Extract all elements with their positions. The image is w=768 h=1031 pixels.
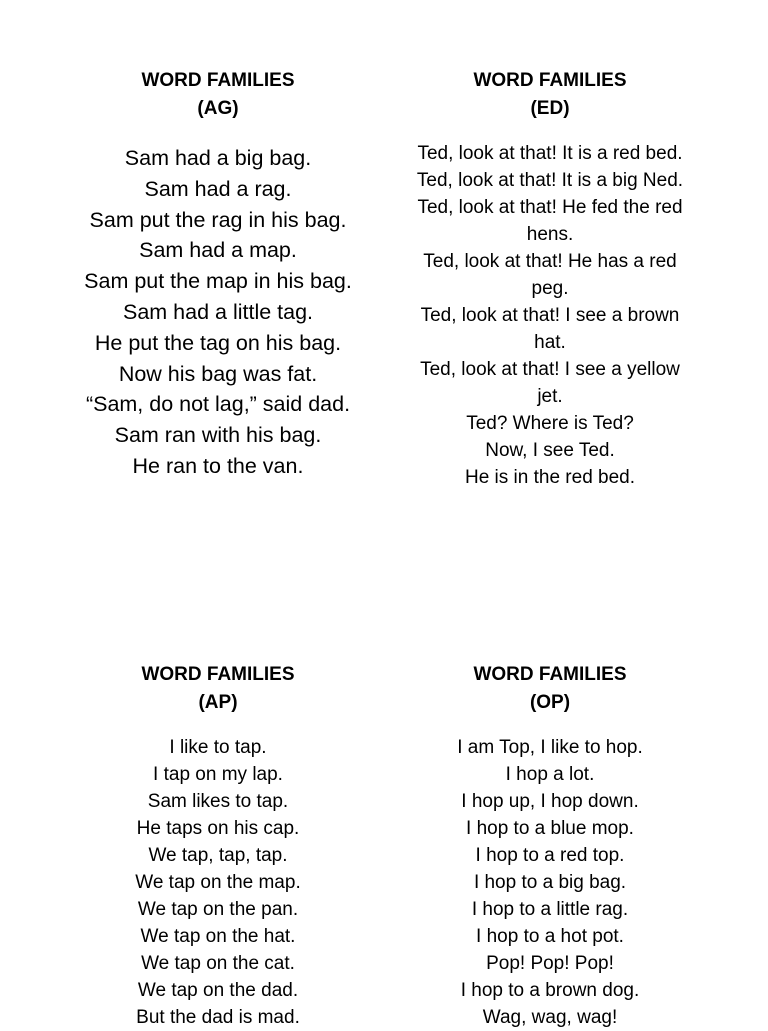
story-line: Sam had a little tag.: [122, 299, 314, 324]
story-line: I hop to a blue mop.: [466, 818, 634, 839]
card-family-label: (AP): [198, 692, 238, 713]
card-op-word-family: [395, 661, 705, 1031]
story-line: Now his bag was fat.: [118, 361, 318, 386]
story-line: I hop to a brown dog.: [460, 980, 640, 1001]
card-title-text: WORD FAMILIES: [141, 664, 295, 685]
story-line: I hop a lot.: [505, 764, 595, 785]
card-title-text: WORD FAMILIES: [141, 70, 295, 91]
story-line: Ted, look at that! It is a red bed.: [417, 143, 683, 164]
story-line: I like to tap.: [169, 737, 267, 758]
story-line: He ran to the van.: [132, 453, 304, 478]
story-line: I am Top, I like to hop.: [457, 737, 643, 758]
story-line: hat.: [534, 332, 566, 353]
story-line: Ted? Where is Ted?: [466, 413, 634, 434]
story-line: Pop! Pop! Pop!: [486, 953, 614, 974]
story-line: Ted, look at that! He fed the red: [417, 197, 683, 218]
story-line: Sam put the rag in his bag.: [89, 207, 347, 232]
story-lines: [48, 143, 388, 482]
story-line: He put the tag on his bag.: [94, 330, 342, 355]
story-line: I hop up, I hop down.: [461, 791, 639, 812]
story-line: Wag, wag, wag!: [482, 1007, 618, 1028]
story-line: peg.: [531, 278, 569, 299]
story-line: He taps on his cap.: [136, 818, 300, 839]
story-line: Sam had a map.: [139, 238, 297, 263]
card-title-text: WORD FAMILIES: [473, 664, 627, 685]
card-title: [395, 67, 705, 123]
story-line: jet.: [537, 386, 563, 407]
card-family-label: (OP): [529, 692, 571, 713]
story-line: I hop to a hot pot.: [476, 926, 624, 947]
story-line: Ted, look at that! I see a yellow: [420, 359, 680, 380]
story-line: I hop to a red top.: [475, 845, 625, 866]
card-family-label: (ED): [530, 98, 570, 119]
card-family-label: (AG): [197, 98, 239, 119]
story-line: He is in the red bed.: [464, 467, 636, 488]
story-line: I hop to a little rag.: [471, 899, 629, 920]
card-ap-word-family: [48, 661, 388, 1031]
story-line: I hop to a big bag.: [473, 872, 627, 893]
story-line: Sam likes to tap.: [147, 791, 289, 812]
story-line: Ted, look at that! He has a red: [423, 251, 677, 272]
story-line: Sam ran with his bag.: [114, 423, 322, 448]
story-line: hens.: [526, 224, 574, 245]
story-line: Sam put the map in his bag.: [84, 269, 352, 294]
story-lines: [48, 734, 388, 1031]
card-title: [48, 661, 388, 717]
story-lines: [395, 734, 705, 1031]
story-line: We tap, tap, tap.: [148, 845, 288, 866]
story-line: Ted, look at that! I see a brown: [420, 305, 680, 326]
card-ed-word-family: [395, 67, 705, 491]
story-lines: [395, 140, 705, 491]
story-line: I tap on my lap.: [153, 764, 283, 785]
card-title: [48, 67, 388, 123]
story-line: We tap on the pan.: [137, 899, 299, 920]
story-line: But the dad is mad.: [136, 1007, 300, 1028]
story-line: We tap on the cat.: [141, 953, 295, 974]
story-line: Sam had a big bag.: [124, 146, 312, 170]
card-title: [395, 661, 705, 717]
story-line: Ted, look at that! It is a big Ned.: [416, 170, 684, 191]
story-line: We tap on the hat.: [140, 926, 296, 947]
card-title-text: WORD FAMILIES: [473, 70, 627, 91]
story-line: Sam had a rag.: [144, 176, 292, 201]
card-ag-word-family: [48, 67, 388, 482]
story-line: We tap on the dad.: [137, 980, 299, 1001]
story-line: “Sam, do not lag,” said dad.: [85, 392, 351, 417]
story-line: Now, I see Ted.: [485, 440, 615, 461]
story-line: We tap on the map.: [135, 872, 301, 893]
